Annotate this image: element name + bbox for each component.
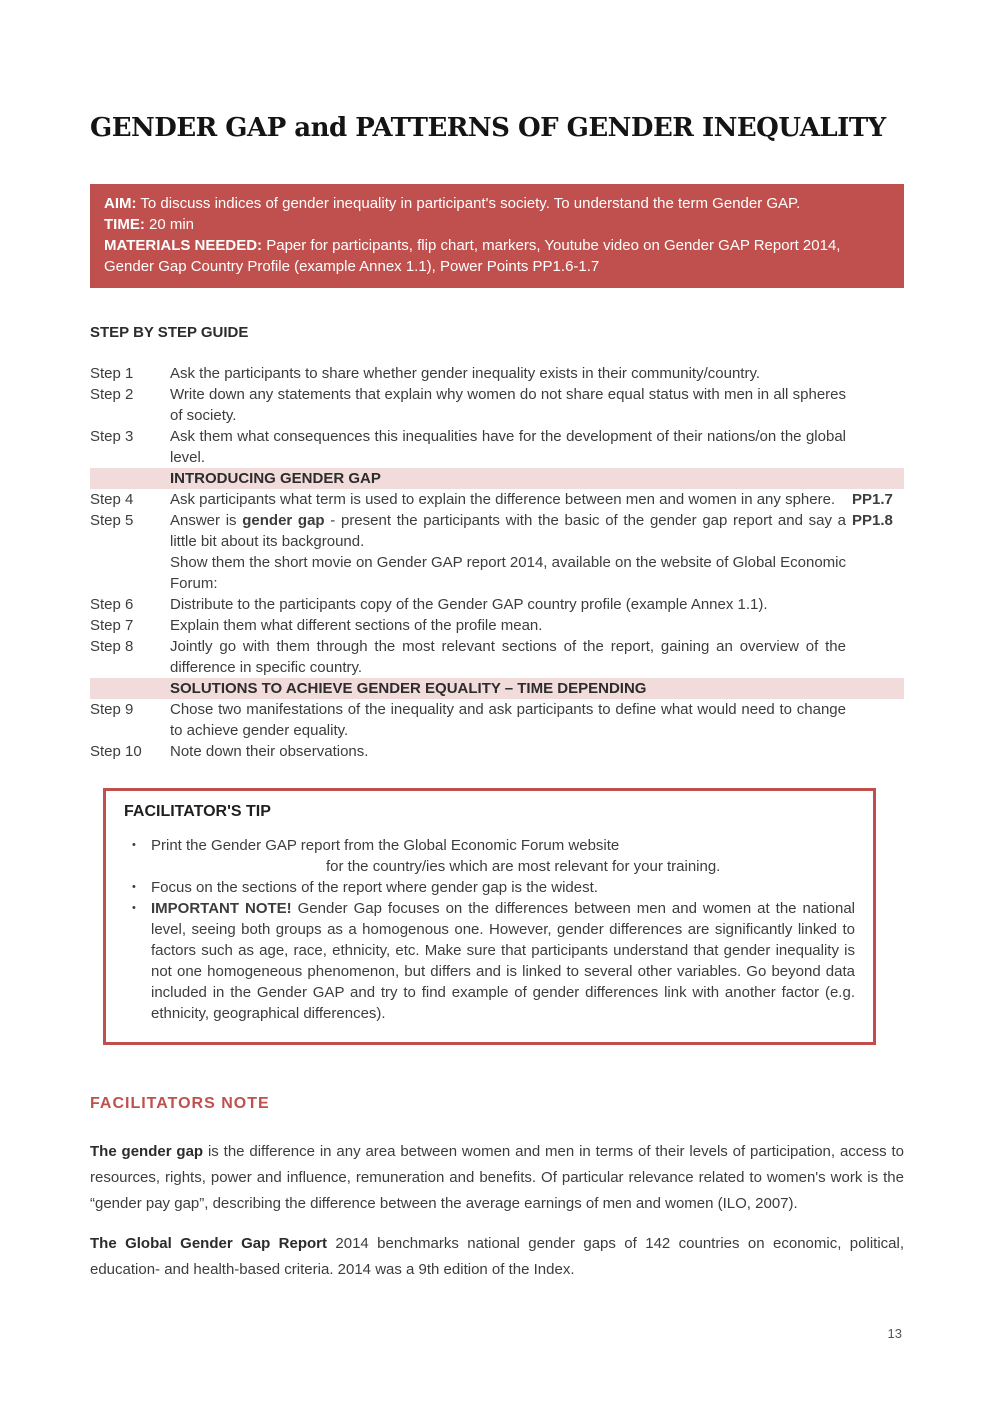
guide-section-introducing-gender-gap <box>90 468 904 489</box>
step-row-3 <box>90 426 904 468</box>
step-row-1 <box>90 363 904 384</box>
step-text: Write down any statements that explain why women do not share equal status with men in all spheres of society. <box>170 386 846 424</box>
step-row-9 <box>90 699 904 741</box>
step-pp-ref <box>846 699 904 741</box>
step-label: Step 5 <box>90 512 134 529</box>
step-text: Distribute to the participants copy of the Gender GAP country profile (example Annex 1.1). <box>170 596 768 613</box>
tip-bullet-2 <box>132 877 855 898</box>
step-row-10 <box>90 741 904 762</box>
page-number: 13 <box>887 1326 902 1341</box>
tip-bullet-text: Focus on the sections of the report where gender gap is the widest. <box>151 879 598 896</box>
step-text: Ask them what consequences this inequalities have for the development of their nations/on the global level. <box>170 428 846 466</box>
step-list <box>90 363 904 762</box>
guide-section-solutions <box>90 678 904 699</box>
step-text: Jointly go with them through the most relevant sections of the report, gaining an overview of the difference in specific country. <box>170 638 846 676</box>
step-row-7 <box>90 615 904 636</box>
step-label: Step 7 <box>90 617 134 634</box>
bullet-icon: • <box>132 881 136 893</box>
guide-heading: STEP BY STEP GUIDE <box>90 324 249 341</box>
step-label: Step 4 <box>90 491 134 508</box>
important-note-label: IMPORTANT NOTE! <box>151 900 292 917</box>
time-label: TIME: <box>104 216 145 233</box>
note-paragraph-lead: The Global Gender Gap Report <box>90 1235 327 1252</box>
step-pp-ref: PP1.7 <box>852 491 893 508</box>
note-paragraph-text: 2014 benchmarks national gender gaps of 142 countries on economic, political, education- and health-based criteria. 2014 was a 9th edition of the Index. <box>90 1235 904 1278</box>
step-label: Step 1 <box>90 365 134 382</box>
step-pp-ref: PP1.8 <box>852 512 893 529</box>
facilitators-note-paragraph-1 <box>90 1139 904 1217</box>
step-label <box>90 678 170 699</box>
materials-text: Paper for participants, flip chart, markers, Youtube video on Gender GAP Report 2014, Gender Gap Country Profile (example Annex 1.1), Power Points PP1.6-1.7 <box>104 237 841 275</box>
step-pp-ref <box>846 594 904 615</box>
tip-bullet-1 <box>132 835 855 877</box>
bullet-icon: • <box>132 902 136 914</box>
page-title: GENDER GAP and PATTERNS OF GENDER INEQUALITY <box>90 113 886 143</box>
tip-bullet-3 <box>132 898 855 1024</box>
note-paragraph-lead: The gender gap <box>90 1143 204 1160</box>
aim-text: To discuss indices of gender inequality in participant's society. To understand the term Gender GAP. <box>136 195 801 212</box>
step-row-6 <box>90 594 904 615</box>
aim-label: AIM: <box>104 195 137 212</box>
step-row-5 <box>90 510 904 594</box>
step-text: Ask participants what term is used to explain the difference between men and women in any sphere. <box>170 491 836 508</box>
materials-label: MATERIALS NEEDED: <box>104 237 263 254</box>
activity-info-box <box>90 184 904 288</box>
step-row-4 <box>90 489 904 510</box>
step-text: Note down their observations. <box>170 743 369 760</box>
facilitators-note-heading: FACILITATORS NOTE <box>90 1095 270 1112</box>
aim-line <box>104 193 890 214</box>
step-label: Step 8 <box>90 638 134 655</box>
step-label: Step 2 <box>90 386 134 403</box>
section-title: SOLUTIONS TO ACHIEVE GENDER EQUALITY – TIME DEPENDING <box>170 680 647 697</box>
tip-bullet-text <box>151 898 855 1024</box>
step-label: Step 3 <box>90 428 134 445</box>
tip-bullet-list <box>124 835 855 1024</box>
step-label: Step 9 <box>90 701 134 718</box>
step-text-bold: gender gap <box>242 512 325 529</box>
time-text: 20 min <box>144 216 195 233</box>
step-row-2 <box>90 384 904 426</box>
note-paragraph-text: is the difference in any area between women and men in terms of their levels of participation, access to resources, rights, power and influence, remuneration and benefits. Of particular relevance related to women's work is the “gender pay gap”, describing the difference between the average earnings of men and women (ILO, 2007). <box>90 1143 905 1212</box>
bullet-icon: • <box>132 839 136 851</box>
step-text-paragraph <box>170 510 846 552</box>
step-pp-ref <box>846 426 904 468</box>
step-label: Step 6 <box>90 596 134 613</box>
time-line <box>104 214 890 235</box>
step-pp-ref <box>846 636 904 678</box>
step-pp-ref <box>846 741 904 762</box>
step-pp-ref <box>846 678 904 699</box>
step-label: Step 10 <box>90 743 142 760</box>
tip-box-title: FACILITATOR'S TIP <box>124 803 271 820</box>
facilitators-note-paragraph-2 <box>90 1231 904 1283</box>
tip-bullet-text <box>151 835 855 877</box>
step-pp-ref <box>846 384 904 426</box>
tip-bullet-line: Print the Gender GAP report from the Global Economic Forum website <box>151 837 620 854</box>
step-text-paragraph: Show them the short movie on Gender GAP report 2014, available on the website of Global Economic Forum: <box>170 554 846 592</box>
step-text <box>170 510 846 594</box>
step-text-part: - present the participants with the basic of the gender gap report and say a little bit about its background. <box>170 512 847 550</box>
step-pp-ref <box>846 363 904 384</box>
step-row-8 <box>90 636 904 678</box>
section-title: INTRODUCING GENDER GAP <box>170 470 381 487</box>
step-pp-ref <box>846 468 904 489</box>
step-text-part: Answer is <box>170 512 243 529</box>
important-note-text: Gender Gap focuses on the differences between men and women at the national level, seeing both groups as a homogenous one. However, gender differences are significantly linked to factors such as age, race, ethnicity, etc. Make sure that participants understand that gender inequality is not one homogeneous phenomenon, but differs and is linked to several other variables. Go beyond data included in the Gender GAP and try to find example of gender differences link with another factor (e.g. ethnicity, geographical differences). <box>151 900 856 1022</box>
tip-bullet-line: for the country/ies which are most relevant for your training. <box>326 858 721 875</box>
materials-line <box>104 235 890 277</box>
step-text: Chose two manifestations of the inequality and ask participants to define what would need to change to achieve gender equality. <box>170 701 846 739</box>
step-text: Explain them what different sections of the profile mean. <box>170 617 543 634</box>
step-text: Ask the participants to share whether gender inequality exists in their community/country. <box>170 365 761 382</box>
facilitators-tip-box <box>103 788 876 1045</box>
step-label <box>90 468 170 489</box>
step-pp-ref <box>846 615 904 636</box>
